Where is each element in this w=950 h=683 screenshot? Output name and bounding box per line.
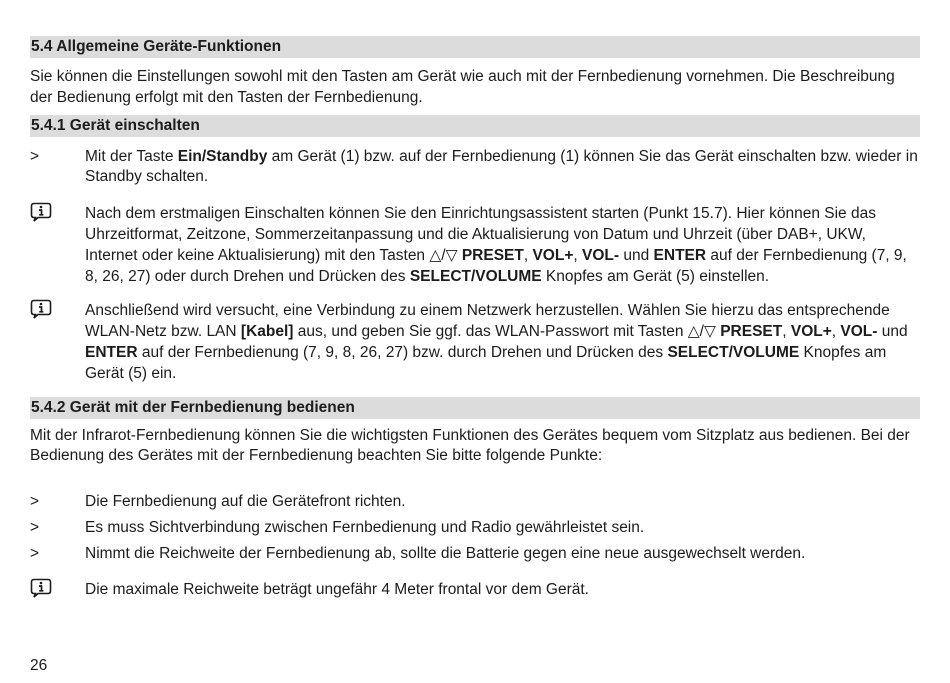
bullet-marker: > bbox=[30, 493, 40, 511]
list-item bbox=[30, 518, 920, 539]
list-item bbox=[30, 544, 920, 565]
page-number: 26 bbox=[30, 657, 48, 674]
section-heading-5-4-1: 5.4.1 Gerät einschalten bbox=[30, 115, 920, 137]
info-text: Die maximale Reichweite beträgt ungefähr 4 Meter frontal vor dem Gerät. bbox=[85, 580, 589, 598]
bullet-text: Mit der Taste Ein/Standby am Gerät (1) bzw. auf der Fernbedienung (1) können Sie das Gerät einschalten bzw. wieder in Standby schalten. bbox=[85, 147, 918, 186]
section-heading-5-4: 5.4 Allgemeine Geräte-Funktionen bbox=[30, 36, 920, 58]
info-icon bbox=[30, 202, 52, 222]
list-item-text: Die Fernbedienung auf die Gerätefront richten. bbox=[85, 493, 406, 511]
list-item-text: Nimmt die Reichweite der Fernbedienung ab, sollte die Batterie gegen eine neue ausgewechselt werden. bbox=[85, 544, 806, 562]
section-5-4-intro: Sie können die Einstellungen sowohl mit den Tasten am Gerät wie auch mit der Fernbedienung vornehmen. Die Beschreibung der Bedienung erfolgt mit den Tasten der Fernbedienung. bbox=[30, 68, 895, 106]
info-icon bbox=[30, 299, 52, 319]
info-note bbox=[30, 580, 920, 605]
bullet-marker: > bbox=[30, 147, 40, 165]
info-text: Nach dem erstmaligen Einschalten können Sie den Einrichtungsassistent starten (Punkt 15.7). Hier können Sie das Uhrzeitformat, Zeitzone, Sommerzeitanpassung und die Aktualisierung von Datum und Uhrzeit (über DAB+, UKW, Internet oder keine Aktualisierung) mit den Tasten △/▽ PRESET, VOL+, VOL- und ENTER auf der Fernbedienung (7, 9, 8, 26, 27) oder durch Drehen und Drücken des SELECT/VOLUME Knopfes am Gerät (5) einstellen. bbox=[85, 205, 907, 285]
info-text: Anschließend wird versucht, eine Verbindung zu einem Netzwerk herzustellen. Wählen Sie hierzu das entsprechende WLAN-Netz bzw. LAN [Kabel] aus, und geben Sie ggf. das WLAN-Passwort mit Tasten △/▽ PRESET, VOL+, VOL- und ENTER auf der Fernbedienung (7, 9, 8, 26, 27) bzw. durch Drehen und Drücken des SELECT/VOLUME Knopfes am Gerät (5) ein. bbox=[85, 302, 908, 382]
list-item-text: Es muss Sichtverbindung zwischen Fernbedienung und Radio gewährleistet sein. bbox=[85, 518, 645, 536]
info-note bbox=[30, 301, 920, 384]
bullet-marker: > bbox=[30, 518, 40, 536]
section-heading-5-4-2: 5.4.2 Gerät mit der Fernbedienung bedienen bbox=[30, 397, 920, 419]
info-note bbox=[30, 204, 920, 287]
bullet-item bbox=[30, 147, 920, 189]
section-5-4-2-intro: Mit der Infrarot-Fernbedienung können Sie die wichtigsten Funktionen des Gerätes bequem vom Sitzplatz aus bedienen. Bei der Bedienung des Gerätes mit der Fernbedienung beachten Sie bitte folgende Punkte: bbox=[30, 426, 910, 465]
bullet-marker: > bbox=[30, 544, 40, 562]
info-icon bbox=[30, 578, 52, 598]
list-item bbox=[30, 492, 920, 513]
manual-page bbox=[30, 36, 920, 604]
